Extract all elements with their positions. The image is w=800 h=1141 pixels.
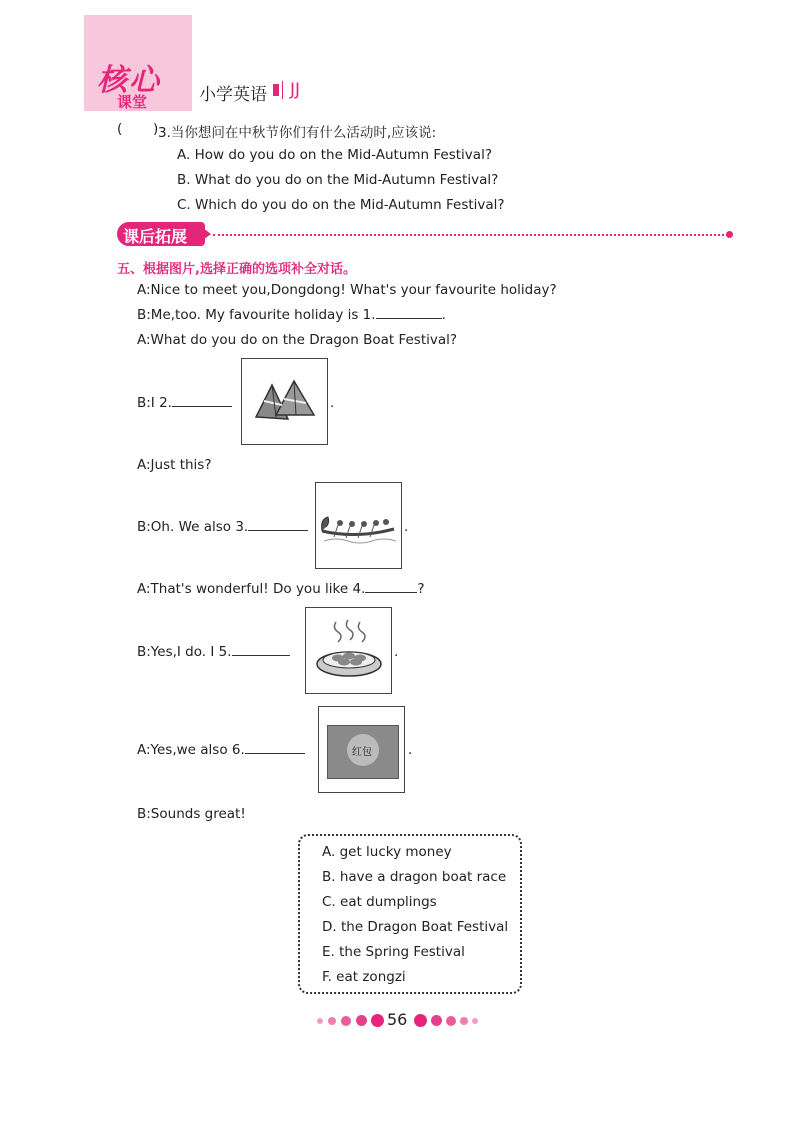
dialogue-line-7: [137, 581, 425, 597]
dialogue-line-8-text: B:Yes,I do. I 5.: [137, 644, 232, 660]
page-footer: [317, 1011, 482, 1031]
choices-box: [298, 834, 522, 994]
header-marker: [273, 84, 279, 96]
answer-blank-3[interactable]: [248, 529, 308, 531]
dialogue-line-4-text: B:I 2.: [137, 395, 172, 411]
footer-dot-icon: [446, 1016, 456, 1026]
dialogue-line-7-text: A:That's wonderful! Do you like 4.: [137, 581, 366, 597]
question-3-option-b: B. What do you do on the Mid-Autumn Festival?: [177, 172, 499, 188]
footer-dot-icon: [356, 1015, 367, 1026]
dialogue-line-8: [137, 644, 290, 660]
dialogue-line-5: A:Just this?: [137, 457, 212, 473]
choice-c: C. eat dumplings: [322, 894, 437, 910]
choice-a: A. get lucky money: [322, 844, 452, 860]
question-3-stem: 3.当你想问在中秋节你们有什么活动时,应该说:: [158, 125, 437, 141]
logo-subtitle: 课堂: [117, 93, 148, 111]
dialogue-line-4-end: .: [330, 395, 335, 411]
dialogue-line-2: [137, 307, 446, 323]
dialogue-line-9-end: .: [408, 742, 413, 758]
footer-dot-icon: [472, 1018, 478, 1024]
dialogue-line-2-end: .: [441, 307, 446, 323]
dumplings-picture: [305, 607, 392, 694]
divider-end-dot: [726, 231, 733, 238]
question-3-option-a: A. How do you do on the Mid-Autumn Festival?: [177, 147, 492, 163]
choice-e: E. the Spring Festival: [322, 944, 465, 960]
choice-b: B. have a dragon boat race: [322, 869, 507, 885]
footer-dot-icon: [460, 1017, 468, 1025]
dialogue-line-9-text: A:Yes,we also 6.: [137, 742, 245, 758]
dialogue-line-4: [137, 395, 232, 411]
header-subject: 小学英语: [199, 85, 267, 105]
logo-title: 核心: [97, 63, 161, 98]
red-packet-label: 红包: [352, 747, 372, 758]
choice-f: F. eat zongzi: [322, 969, 406, 985]
header-edition: JJ: [290, 80, 301, 100]
footer-dot-icon: [328, 1017, 336, 1025]
section-banner: [117, 222, 205, 246]
footer-dot-icon: [431, 1015, 442, 1026]
question-3-option-c: C. Which do you do on the Mid-Autumn Festival?: [177, 197, 505, 213]
dragon-boat-picture: [315, 482, 402, 569]
page-number: 56: [387, 1010, 408, 1029]
choice-d: D. the Dragon Boat Festival: [322, 919, 509, 935]
footer-dot-icon: [414, 1014, 427, 1027]
section-title: 课后拓展: [123, 227, 188, 246]
banner-arrow-icon: [203, 228, 211, 240]
dialogue-line-3: A:What do you do on the Dragon Boat Festival?: [137, 332, 458, 348]
red-packet-picture: [318, 706, 405, 793]
footer-dot-icon: [341, 1016, 351, 1026]
dragon-boat-icon: [316, 483, 401, 568]
dumplings-icon: [306, 608, 391, 693]
answer-paren-open: (: [117, 121, 123, 137]
dialogue-line-7-end: ?: [417, 581, 425, 597]
dialogue-line-6-end: .: [404, 519, 409, 535]
answer-paren-close: ): [153, 121, 159, 137]
zongzi-icon: [242, 359, 327, 444]
dialogue-line-10: B:Sounds great!: [137, 806, 246, 822]
dialogue-line-6-text: B:Oh. We also 3.: [137, 519, 249, 535]
answer-blank-4[interactable]: [365, 591, 417, 593]
section-dotted-divider: [213, 234, 728, 236]
answer-blank-2[interactable]: [172, 405, 232, 407]
dialogue-line-8-end: .: [394, 644, 399, 660]
footer-dot-icon: [371, 1014, 384, 1027]
header-divider: [282, 81, 283, 99]
footer-dot-icon: [317, 1018, 323, 1024]
dialogue-line-2-text: B:Me,too. My favourite holiday is 1.: [137, 307, 376, 323]
dialogue-line-1: A:Nice to meet you,Dongdong! What's your favourite holiday?: [137, 282, 557, 298]
answer-blank-1[interactable]: [376, 317, 442, 319]
dialogue-line-6: [137, 519, 308, 535]
zongzi-picture: [241, 358, 328, 445]
dialogue-line-9: [137, 742, 305, 758]
answer-blank-6[interactable]: [245, 752, 305, 754]
section-instruction: 五、根据图片,选择正确的选项补全对话。: [117, 262, 356, 277]
answer-blank-5[interactable]: [232, 654, 290, 656]
